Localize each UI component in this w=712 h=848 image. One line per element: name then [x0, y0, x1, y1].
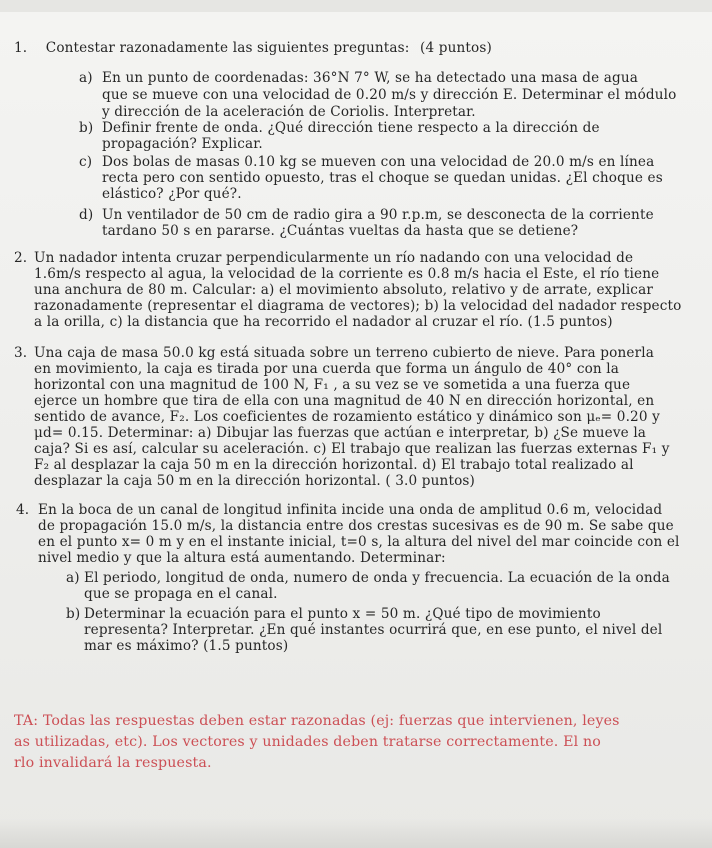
q2-line-2: 1.6m/s respecto al agua, la velocidad de la corriente es 0.8 m/s hacia el Este, el río tiene — [34, 266, 660, 282]
q2-line-1: Un nadador intenta cruzar perpendicularmente un río nadando con una velocidad de — [34, 250, 634, 266]
q2-line-3: una anchura de 80 m. Calcular: a) el movimiento absoluto, relativo y de arrate, explicar — [34, 282, 653, 298]
q4-line-3: en el punto x= 0 m y en el instante inicial, t=0 s, la altura del nivel del mar coincide con el — [38, 534, 680, 550]
page-bottom-shadow — [0, 818, 712, 848]
q2-line-5: a la orilla, c) la distancia que ha recorrido el nadador al cruzar el río. (1.5 puntos) — [34, 314, 613, 330]
q4b-line-1: Determinar la ecuación para el punto x = 50 m. ¿Qué tipo de movimiento — [84, 606, 601, 622]
q2-number: 2. — [14, 250, 28, 266]
q1b-label: b) — [79, 120, 94, 136]
q1a-line-3: y dirección de la aceleración de Coriolis. Interpretar. — [102, 104, 476, 120]
q1-points: (4 puntos) — [420, 40, 492, 56]
q1d-line-2: tardano 50 s en pararse. ¿Cuántas vueltas da hasta que se detiene? — [102, 223, 579, 239]
q1-heading — [14, 40, 492, 56]
q4a-label: a) — [66, 570, 80, 586]
q4-line-1: En la boca de un canal de longitud infinita incide una onda de amplitud 0.6 m, velocidad — [38, 502, 663, 518]
page-top-edge — [0, 0, 712, 12]
q1a-line-2: que se mueve con una velocidad de 0.20 m/s y dirección E. Determinar el módulo — [102, 87, 677, 103]
q4-line-2: de propagación 15.0 m/s, la distancia entre dos crestas sucesivas es de 90 m. Se sabe que — [38, 518, 674, 534]
q3-line-3: horizontal con una magnitud de 100 N, F₁ , a su vez se ve sometida a una fuerza que — [34, 377, 631, 393]
q3-line-1: Una caja de masa 50.0 kg está situada sobre un terreno cubierto de nieve. Para ponerla — [34, 345, 654, 361]
q3-line-8: F₂ al desplazar la caja 50 m en la dirección horizontal. d) El trabajo total realizado al — [34, 457, 634, 473]
q3-number: 3. — [14, 345, 28, 361]
note-line-2: as utilizadas, etc). Los vectores y unidades deben tratarse correctamente. El no — [14, 734, 601, 750]
q1-number: 1. — [14, 40, 28, 56]
q1b-line-2: propagación? Explicar. — [102, 136, 263, 152]
note-line-1: TA: Todas las respuestas deben estar razonadas (ej: fuerzas que intervienen, leyes — [14, 713, 620, 729]
q2-line-4: razonadamente (representar el diagrama de vectores); b) la velocidad del nadador respecto — [34, 298, 682, 314]
q1-heading-text: Contestar razonadamente las siguientes preguntas: — [45, 40, 410, 56]
q4b-line-2: representa? Interpretar. ¿En qué instantes ocurrirá que, en ese punto, el nivel del — [84, 622, 663, 638]
q4a-line-2: que se propaga en el canal. — [84, 586, 278, 602]
q1b-line-1: Definir frente de onda. ¿Qué dirección tiene respecto a la dirección de — [102, 120, 600, 136]
q4a-line-1: El periodo, longitud de onda, numero de onda y frecuencia. La ecuación de la onda — [84, 570, 670, 586]
q1d-line-1: Un ventilador de 50 cm de radio gira a 90 r.p.m, se desconecta de la corriente — [102, 207, 654, 223]
q3-line-9: desplazar la caja 50 m en la dirección horizontal. ( 3.0 puntos) — [34, 473, 475, 489]
q3-line-6: μd= 0.15. Determinar: a) Dibujar las fuerzas que actúan e interpretar, b) ¿Se mueve la — [34, 425, 647, 441]
q1c-label: c) — [79, 154, 93, 170]
q1c-line-2: recta pero con sentido opuesto, tras el choque se quedan unidas. ¿El choque es — [102, 170, 663, 186]
q3-line-4: ejerce un hombre que tira de ella con una magnitud de 40 N en dirección horizontal, en — [34, 393, 655, 409]
q3-line-2: en movimiento, la caja es tirada por una cuerda que forma un ángulo de 40° con la — [34, 361, 620, 377]
q4b-label: b) — [66, 606, 81, 622]
q3-line-7: caja? Si es así, calcular su aceleración. c) El trabajo que realizan las fuerzas externas F₁ y — [34, 441, 670, 457]
q1c-line-3: elástico? ¿Por qué?. — [102, 186, 242, 202]
q3-line-5: sentido de avance, F₂. Los coeficientes de rozamiento estático y dinámico son μₑ= 0.20 y — [34, 409, 660, 425]
q4-number: 4. — [16, 502, 30, 518]
q4b-line-3: mar es máximo? (1.5 puntos) — [84, 638, 289, 654]
note-line-3: rlo invalidará la respuesta. — [14, 755, 212, 771]
q1d-label: d) — [79, 207, 94, 223]
q4-line-4: nivel medio y que la altura está aumentando. Determinar: — [38, 550, 446, 566]
q1a-line-1: En un punto de coordenadas: 36°N 7° W, se ha detectado una masa de agua — [102, 70, 639, 86]
q1a-label: a) — [79, 70, 93, 86]
q1c-line-1: Dos bolas de masas 0.10 kg se mueven con una velocidad de 20.0 m/s en línea — [102, 154, 655, 170]
